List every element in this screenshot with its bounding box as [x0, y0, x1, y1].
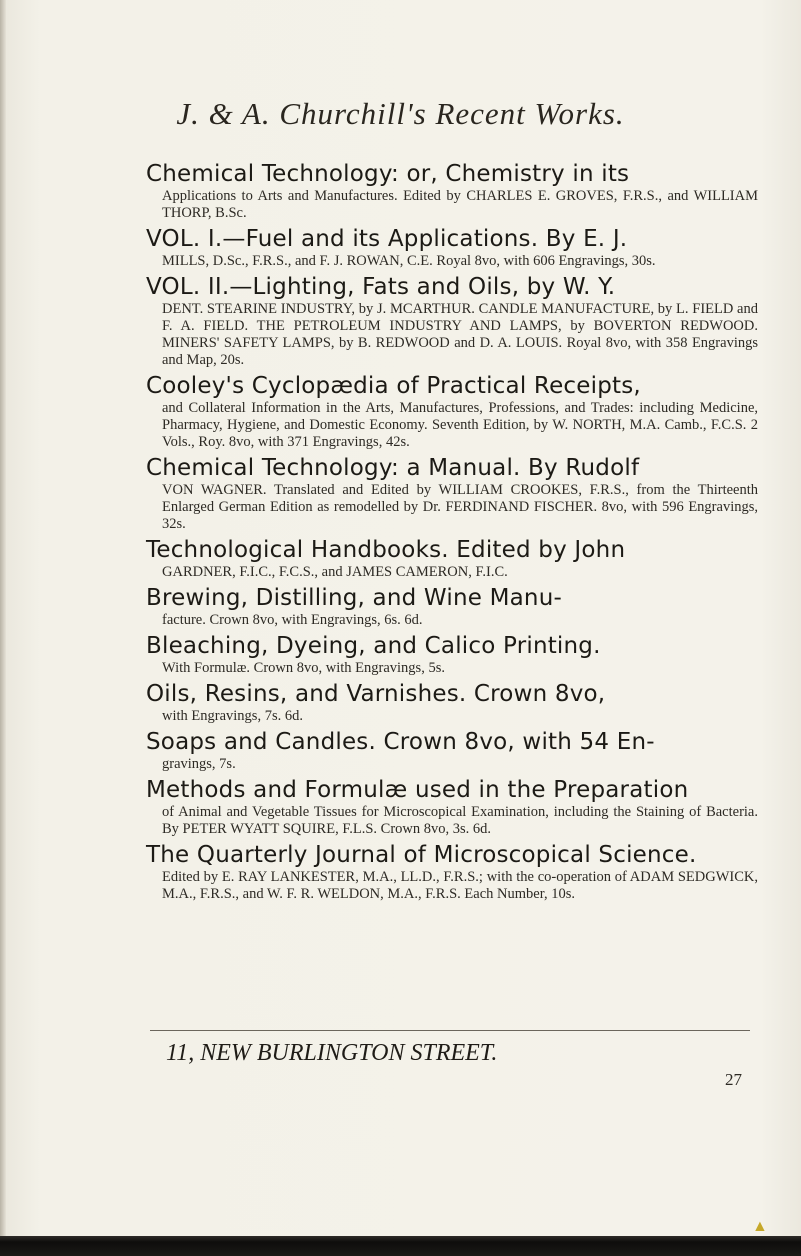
entry-description: of Animal and Vegetable Tissues for Microscopical Examination, including the Staining of Bacteria. By PETER WYATT SQUIRE, F.L.S. Crown 8vo, 3s. 6d.	[162, 804, 758, 837]
publisher-address: 11, NEW BURLINGTON STREET.	[166, 1040, 498, 1066]
entry-description: with Engravings, 7s. 6d.	[162, 708, 303, 724]
entry-heading: Brewing, Distilling, and Wine Manu-	[146, 585, 562, 611]
catalogue-entry	[146, 680, 758, 725]
catalogue-entry	[146, 273, 758, 369]
entry-heading: Bleaching, Dyeing, and Calico Printing.	[146, 633, 601, 659]
page-number: 27	[725, 1070, 742, 1089]
entry-description: gravings, 7s.	[162, 756, 236, 772]
entry-description: and Collateral Information in the Arts, Manufactures, Professions, and Trades: including Medicine, Pharmacy, Hygiene, and Domestic Economy. Seventh Edition, by W. NORTH, M.A. Camb., F.C.S. 2 Vols., Roy. 8vo, with 371 Engravings, 42s.	[162, 400, 758, 450]
entry-heading: Methods and Formulæ used in the Preparation	[146, 777, 689, 803]
entry-description: Applications to Arts and Manufactures. Edited by CHARLES E. GROVES, F.R.S., and WILLIAM THORP, B.Sc.	[162, 188, 758, 221]
catalogue-entry	[146, 160, 758, 222]
entry-description: MILLS, D.Sc., F.R.S., and F. J. ROWAN, C.E. Royal 8vo, with 606 Engravings, 30s.	[162, 253, 656, 269]
scan-bottom-edge	[0, 1236, 801, 1256]
entry-heading: The Quarterly Journal of Microscopical Science.	[146, 842, 697, 868]
corner-triangle-icon: ▲	[752, 1218, 768, 1235]
entry-heading: VOL. I.—Fuel and its Applications. By E. J.	[146, 226, 628, 252]
catalogue-entry	[146, 776, 758, 838]
entry-heading: Cooley's Cyclopædia of Practical Receipts,	[146, 373, 641, 399]
entry-heading: Technological Handbooks. Edited by John	[146, 537, 626, 563]
catalogue-entry	[146, 841, 758, 903]
catalogue-entry	[146, 372, 758, 451]
entry-description: GARDNER, F.I.C., F.C.S., and JAMES CAMERON, F.I.C.	[162, 564, 508, 580]
entry-description: Edited by E. RAY LANKESTER, M.A., LL.D., F.R.S.; with the co-operation of ADAM SEDGWICK, M.A., F.R.S., and W. F. R. WELDON, M.A., F.R.S. Each Number, 10s.	[162, 869, 758, 902]
catalogue-entry	[146, 632, 758, 677]
entry-heading: VOL. II.—Lighting, Fats and Oils, by W. Y.	[146, 274, 616, 300]
entry-description: DENT. STEARINE INDUSTRY, by J. MCARTHUR. CANDLE MANUFACTURE, by L. FIELD and F. A. FIELD. THE PETROLEUM INDUSTRY AND LAMPS, by BOVERTON REDWOOD. MINERS' SAFETY LAMPS, by B. REDWOOD and D. A. LOUIS. Royal 8vo, with 358 Engravings and Map, 20s.	[162, 301, 758, 368]
entry-description: facture. Crown 8vo, with Engravings, 6s. 6d.	[162, 612, 423, 628]
catalogue-entry	[146, 225, 758, 270]
entry-description: VON WAGNER. Translated and Edited by WILLIAM CROOKES, F.R.S., from the Thirteenth Enlarged German Edition as remodelled by Dr. FERDINAND FISCHER. 8vo, with 596 Engravings, 32s.	[162, 482, 758, 532]
entry-heading: Oils, Resins, and Varnishes. Crown 8vo,	[146, 681, 606, 707]
catalogue-entry	[146, 536, 758, 581]
entry-heading: Soaps and Candles. Crown 8vo, with 54 En-	[146, 729, 655, 755]
entry-heading: Chemical Technology: a Manual. By Rudolf	[146, 455, 640, 481]
entry-description: With Formulæ. Crown 8vo, with Engravings, 5s.	[162, 660, 445, 676]
catalogue-entry	[146, 728, 758, 773]
catalogue-entry	[146, 454, 758, 533]
catalogue-list	[146, 160, 758, 906]
catalogue-entry	[146, 584, 758, 629]
footer-rule	[150, 1030, 750, 1031]
page-gutter-shadow	[0, 0, 6, 1256]
entry-heading: Chemical Technology: or, Chemistry in its	[146, 161, 630, 187]
running-head: J. & A. Churchill's Recent Works.	[176, 96, 625, 131]
